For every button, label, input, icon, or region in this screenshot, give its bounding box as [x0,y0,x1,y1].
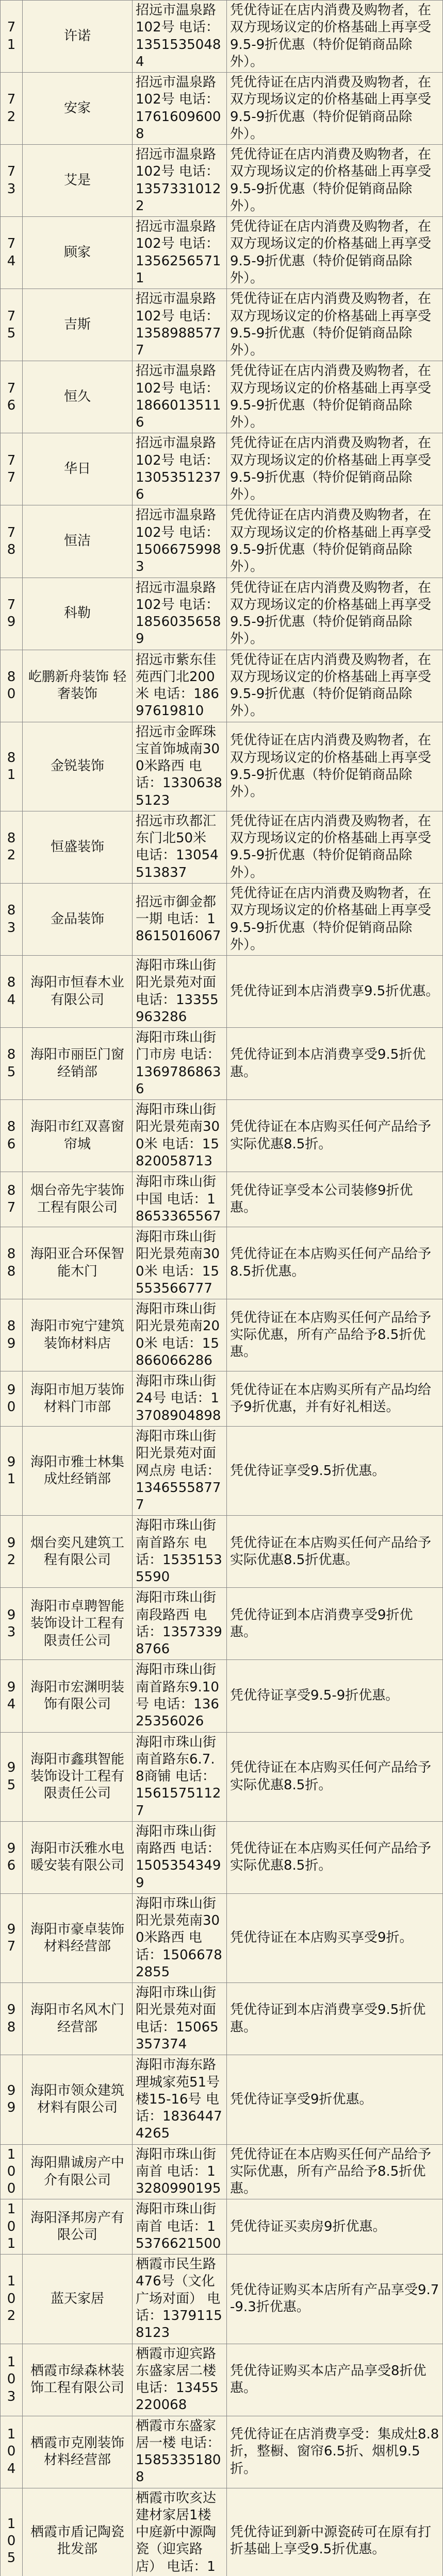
row-number: 75 [1,289,23,361]
merchant-name: 恒洁 [23,505,133,578]
table-row [1,2255,443,2344]
merchant-name: 烟台奕凡建筑工程有限公司 [23,1516,133,1588]
merchant-address: 海阳市珠山街门市房 电话：13697868636 [133,1028,227,1100]
discount-offer: 凭优待证在店内消费及购物者，在双方现场议定的价格基础上再享受9.5-9折优惠（特价促销商品除外）。 [227,650,443,722]
table-row [1,505,443,578]
row-number: 89 [1,1299,23,1371]
merchant-name: 海阳市鑫琪智能装饰设计工程有限责任公司 [23,1732,133,1821]
merchant-address: 海阳市珠山街南首路东9.10号 电话：13625356026 [133,1660,227,1732]
row-number: 74 [1,217,23,289]
table-row [1,1893,443,1982]
merchant-address: 海阳市珠山街阳光景苑对面 电话：15065357374 [133,1983,227,2055]
merchant-name: 海阳市领众建筑材料有限公司 [23,2055,133,2144]
discount-offer: 凭优待证在店内消费及购物者，在双方现场议定的价格基础上再享受9.5-9折优惠（特价促销商品除外）。 [227,217,443,289]
row-number: 95 [1,1732,23,1821]
merchant-address: 招远市温泉路102号 电话：13589885777 [133,289,227,361]
row-number: 77 [1,433,23,505]
merchant-address: 招远市御金都一期 电话：18615016067 [133,884,227,956]
discount-offer: 凭优待证在本店购买任何产品给予实际优惠8.5折。 [227,1821,443,1893]
merchant-name: 顾家 [23,217,133,289]
table-row [1,884,443,956]
merchant-address: 海阳市珠山街南路西 电话：15053543499 [133,1821,227,1893]
discount-offer: 凭优待证购买本店所有产品享受9.7-9.3折优惠。 [227,2255,443,2344]
row-number: 85 [1,1028,23,1100]
table-row [1,2488,443,2576]
discount-offer: 凭优待证在店消费享受：集成灶8.8折，整橱、窗帘6.5折、烟机9.5折。 [227,2416,443,2488]
discount-offer: 凭优待证在本店购买享受9折。 [227,1893,443,1982]
merchant-name: 安家 [23,73,133,145]
merchant-address: 招远市温泉路102号 电话：18560356589 [133,578,227,650]
merchant-address: 海阳市珠山街南首 电话：15376621500 [133,2199,227,2255]
merchant-name: 许诺 [23,1,133,73]
table-row [1,1660,443,1732]
discount-offer: 凭优待证享受9.5-9折优惠。 [227,1660,443,1732]
merchant-name: 科勒 [23,578,133,650]
table-row [1,289,443,361]
discount-offer: 凭优待证买卖房9折优惠。 [227,2199,443,2255]
merchant-name: 栖霞市克刚装饰材料经营部 [23,2416,133,2488]
merchant-address: 海阳市珠山街南首路东 电话：15351535590 [133,1516,227,1588]
row-number: 88 [1,1227,23,1299]
row-number: 71 [1,1,23,73]
merchant-name: 海阳市卓聘智能装饰设计工程有限责任公司 [23,1588,133,1660]
discount-offer: 凭优待证在店内消费及购物者，在双方现场议定的价格基础上再享受9.5-9折优惠（特价促销商品除外）。 [227,505,443,578]
merchant-address: 海阳市珠山街阳光景苑对面 电话：13355963286 [133,956,227,1028]
table-row [1,1426,443,1515]
merchant-address: 招远市温泉路102号 电话：13053512376 [133,433,227,505]
row-number: 93 [1,1588,23,1660]
table-row [1,2144,443,2199]
row-number: 83 [1,884,23,956]
merchant-name: 海阳市雅士林集成灶经销部 [23,1426,133,1515]
table-row [1,1299,443,1371]
row-number: 97 [1,1893,23,1982]
discount-offer: 凭优待证到新中源瓷砖可在原有打折基础上享受9.5折优惠。 [227,2488,443,2576]
discount-offer: 凭优待证到本店消费享9.5折优惠。 [227,956,443,1028]
merchant-name: 艾是 [23,145,133,217]
discount-offer: 凭优待证在店内消费及购物者，在双方现场议定的价格基础上再享受9.5-9折优惠（特价促销商品除外）。 [227,578,443,650]
row-number: 86 [1,1100,23,1172]
row-number: 72 [1,73,23,145]
discount-offer: 凭优待证享受9.5折优惠。 [227,1426,443,1515]
merchant-name: 栖霞市盾记陶瓷批发部 [23,2488,133,2576]
merchant-name: 吉斯 [23,289,133,361]
table-row [1,1588,443,1660]
table-row [1,956,443,1028]
discount-offer: 凭优待证在店内消费及购物者，在双方现场议定的价格基础上再享受9.5-9折优惠（特价促销商品除外）。 [227,811,443,883]
row-number: 100 [1,2144,23,2199]
table-row [1,2416,443,2488]
row-number: 103 [1,2344,23,2416]
discount-offer: 凭优待证到本店消费享受9.5折优惠。 [227,1983,443,2055]
merchant-address: 招远市温泉路102号 电话：13515350484 [133,1,227,73]
table-row [1,722,443,811]
merchant-name: 屹鹏新舟装饰 轻奢装饰 [23,650,133,722]
merchant-name: 海阳市丽臣门窗经销部 [23,1028,133,1100]
discount-offer: 凭优待证到本店消费享受9.5折优惠。 [227,1028,443,1100]
table-row [1,1172,443,1227]
row-number: 91 [1,1426,23,1515]
merchant-name: 海阳市名风木门经营部 [23,1983,133,2055]
merchant-address: 招远市温泉路102号 电话：13573310122 [133,145,227,217]
row-number: 79 [1,578,23,650]
merchant-name: 海阳亚合环保智能木门 [23,1227,133,1299]
table-row [1,1516,443,1588]
merchant-address: 招远市金晖珠宝首饰城南300米路西 电话：13306385123 [133,722,227,811]
row-number: 92 [1,1516,23,1588]
merchant-name: 海阳市豪卓装饰材料经营部 [23,1893,133,1982]
table-row [1,811,443,883]
discount-offer: 凭优待证在本店购买任何产品给予实际优惠，所有产品给予8.5折优惠。 [227,2144,443,2199]
discount-offer: 凭优待证在店内消费及购物者，在双方现场议定的价格基础上再享受9.5-9折优惠（特价促销商品除外）。 [227,884,443,956]
table-body [1,1,443,2576]
row-number: 82 [1,811,23,883]
table-row [1,1100,443,1172]
merchant-name: 金锐装饰 [23,722,133,811]
merchant-address: 招远市温泉路102号 电话：13562565711 [133,217,227,289]
merchant-name: 海阳鼎诚房产中介有限公司 [23,2144,133,2199]
discount-offer: 凭优待证在店内消费及购物者，在双方现场议定的价格基础上再享受9.5-9折优惠（特价促销商品除外）。 [227,73,443,145]
table-row [1,2344,443,2416]
merchant-address: 栖霞市东盛家居一楼 电话：15853351808 [133,2416,227,2488]
merchant-address: 海阳市珠山街阳光景苑南300米路西 电话：15066782855 [133,1893,227,1982]
row-number: 84 [1,956,23,1028]
merchant-address: 海阳市珠山街南首 电话：13280990195 [133,2144,227,2199]
merchant-address: 海阳市珠山街阳光景苑南300米 电话：15553566777 [133,1227,227,1299]
merchant-name: 金品装饰 [23,884,133,956]
merchant-name: 栖霞市绿森林装饰工程有限公司 [23,2344,133,2416]
row-number: 104 [1,2416,23,2488]
discount-offer: 凭优待证在店内消费及购物者，在双方现场议定的价格基础上再享受9.5-9折优惠（特价促销商品除外）。 [227,433,443,505]
row-number: 105 [1,2488,23,2576]
row-number: 99 [1,2055,23,2144]
merchant-address: 招远市温泉路102号 电话：18660135116 [133,361,227,433]
row-number: 90 [1,1371,23,1427]
discount-offer: 凭优待证在店内消费及购物者，在双方现场议定的价格基础上再享受9.5-9折优惠（特价促销商品除外）。 [227,722,443,811]
table-row [1,2199,443,2255]
row-number: 78 [1,505,23,578]
row-number: 76 [1,361,23,433]
table-row [1,1371,443,1427]
merchant-address: 招远市紫东佳苑西门北200米 电话：18697619810 [133,650,227,722]
row-number: 94 [1,1660,23,1732]
discount-offer: 凭优待证到本店消费享受9折优惠。 [227,1588,443,1660]
table-row [1,145,443,217]
table-row [1,1821,443,1893]
merchant-address: 海阳市海东路理城家苑51号楼15-16号 电话：18364474265 [133,2055,227,2144]
row-number: 80 [1,650,23,722]
row-number: 102 [1,2255,23,2344]
merchant-name: 海阳市宏渊明装饰有限公司 [23,1660,133,1732]
discount-offer: 凭优待证在店内消费及购物者，在双方现场议定的价格基础上再享受9.5-9折优惠（特价促销商品除外）。 [227,361,443,433]
merchant-address: 招远市玖都汇东门北50米 电话：13054513837 [133,811,227,883]
discount-offer: 凭优待证在本店购买任何产品给予实际优惠8.5折优惠。 [227,1516,443,1588]
merchant-name: 海阳市红双喜窗帘城 [23,1100,133,1172]
table-row [1,361,443,433]
merchant-address: 海阳市珠山街阳光景苑对面网点房 电话：13465558777 [133,1426,227,1515]
table-row [1,73,443,145]
table-row [1,2055,443,2144]
merchant-name: 海阳市旭万装饰材料门市部 [23,1371,133,1427]
row-number: 87 [1,1172,23,1227]
merchant-address: 海阳市珠山街24号 电话：13708904898 [133,1371,227,1427]
merchant-address: 栖霞市迎宾路东盛家居二楼 电话：13455220068 [133,2344,227,2416]
row-number: 81 [1,722,23,811]
merchant-name: 恒久 [23,361,133,433]
merchant-address: 海阳市珠山街南段路西 电话：13573398766 [133,1588,227,1660]
merchant-name: 烟台帝先宇装饰工程有限公司 [23,1172,133,1227]
row-number: 101 [1,2199,23,2255]
discount-offer: 凭优待证在本店购买任何产品给予8.5折优惠。 [227,1227,443,1299]
discount-offer: 凭优待证在本店购买任何产品给予实际优惠8.5折。 [227,1100,443,1172]
table-row [1,433,443,505]
discount-offer: 凭优待证在店内消费及购物者，在双方现场议定的价格基础上再享受9.5-9折优惠（特价促销商品除外）。 [227,145,443,217]
merchant-name: 恒盛装饰 [23,811,133,883]
merchant-name: 海阳市宛宁建筑装饰材料店 [23,1299,133,1371]
row-number: 98 [1,1983,23,2055]
row-number: 73 [1,145,23,217]
merchant-name: 蓝天家居 [23,2255,133,2344]
merchant-address: 海阳市珠山街阳光景苑南200米 电话：15866066286 [133,1299,227,1371]
merchant-address: 栖霞市民生路476号（文化广场对面） 电话：13791158123 [133,2255,227,2344]
merchant-address: 海阳市珠山街中国 电话：18653365567 [133,1172,227,1227]
merchant-name: 华日 [23,433,133,505]
merchant-address: 招远市温泉路102号 电话：17616096008 [133,73,227,145]
merchant-name: 海阳市沃雅水电暖安装有限公司 [23,1821,133,1893]
discount-offer: 凭优待证在店内消费及购物者，在双方现场议定的价格基础上再享受9.5-9折优惠（特价促销商品除外）。 [227,289,443,361]
row-number: 96 [1,1821,23,1893]
table-row [1,1227,443,1299]
merchant-name: 海阳市恒春木业有限公司 [23,956,133,1028]
table-row [1,217,443,289]
table-row [1,1732,443,1821]
merchant-address: 栖霞市吹亥达建材家居1楼中庭新中源陶瓷（迎宾路店） 电话：1 [133,2488,227,2576]
merchant-address: 海阳市珠山街南首路东6.7.8商铺 电话：15615751127 [133,1732,227,1821]
table-row [1,1028,443,1100]
table-row [1,650,443,722]
discount-offer: 凭优待证在店内消费及购物者，在双方现场议定的价格基础上再享受9.5-9折优惠（特价促销商品除外）。 [227,1,443,73]
discount-offer: 凭优待证享受本公司装修9折优惠。 [227,1172,443,1227]
discount-offer: 凭优待证在本店购买任何产品给予实际优惠8.5折。 [227,1732,443,1821]
discount-offer: 凭优待证享受9折优惠。 [227,2055,443,2144]
discount-offer: 凭优待证在本店购买所有产品均给予9折优惠，并有好礼相送。 [227,1371,443,1427]
discount-offer: 凭优待证购买本店产品享受8折优惠。 [227,2344,443,2416]
table-row [1,1983,443,2055]
merchant-address: 海阳市珠山街阳光景苑南300米 电话：15820058713 [133,1100,227,1172]
table-row [1,1,443,73]
table-row [1,578,443,650]
discount-offer: 凭优待证在本店购买任何产品给予实际优惠，所有产品给予8.5折优惠。 [227,1299,443,1371]
merchant-name: 海阳泽邦房产有限公司 [23,2199,133,2255]
merchant-address: 招远市温泉路102号 电话：15066759983 [133,505,227,578]
